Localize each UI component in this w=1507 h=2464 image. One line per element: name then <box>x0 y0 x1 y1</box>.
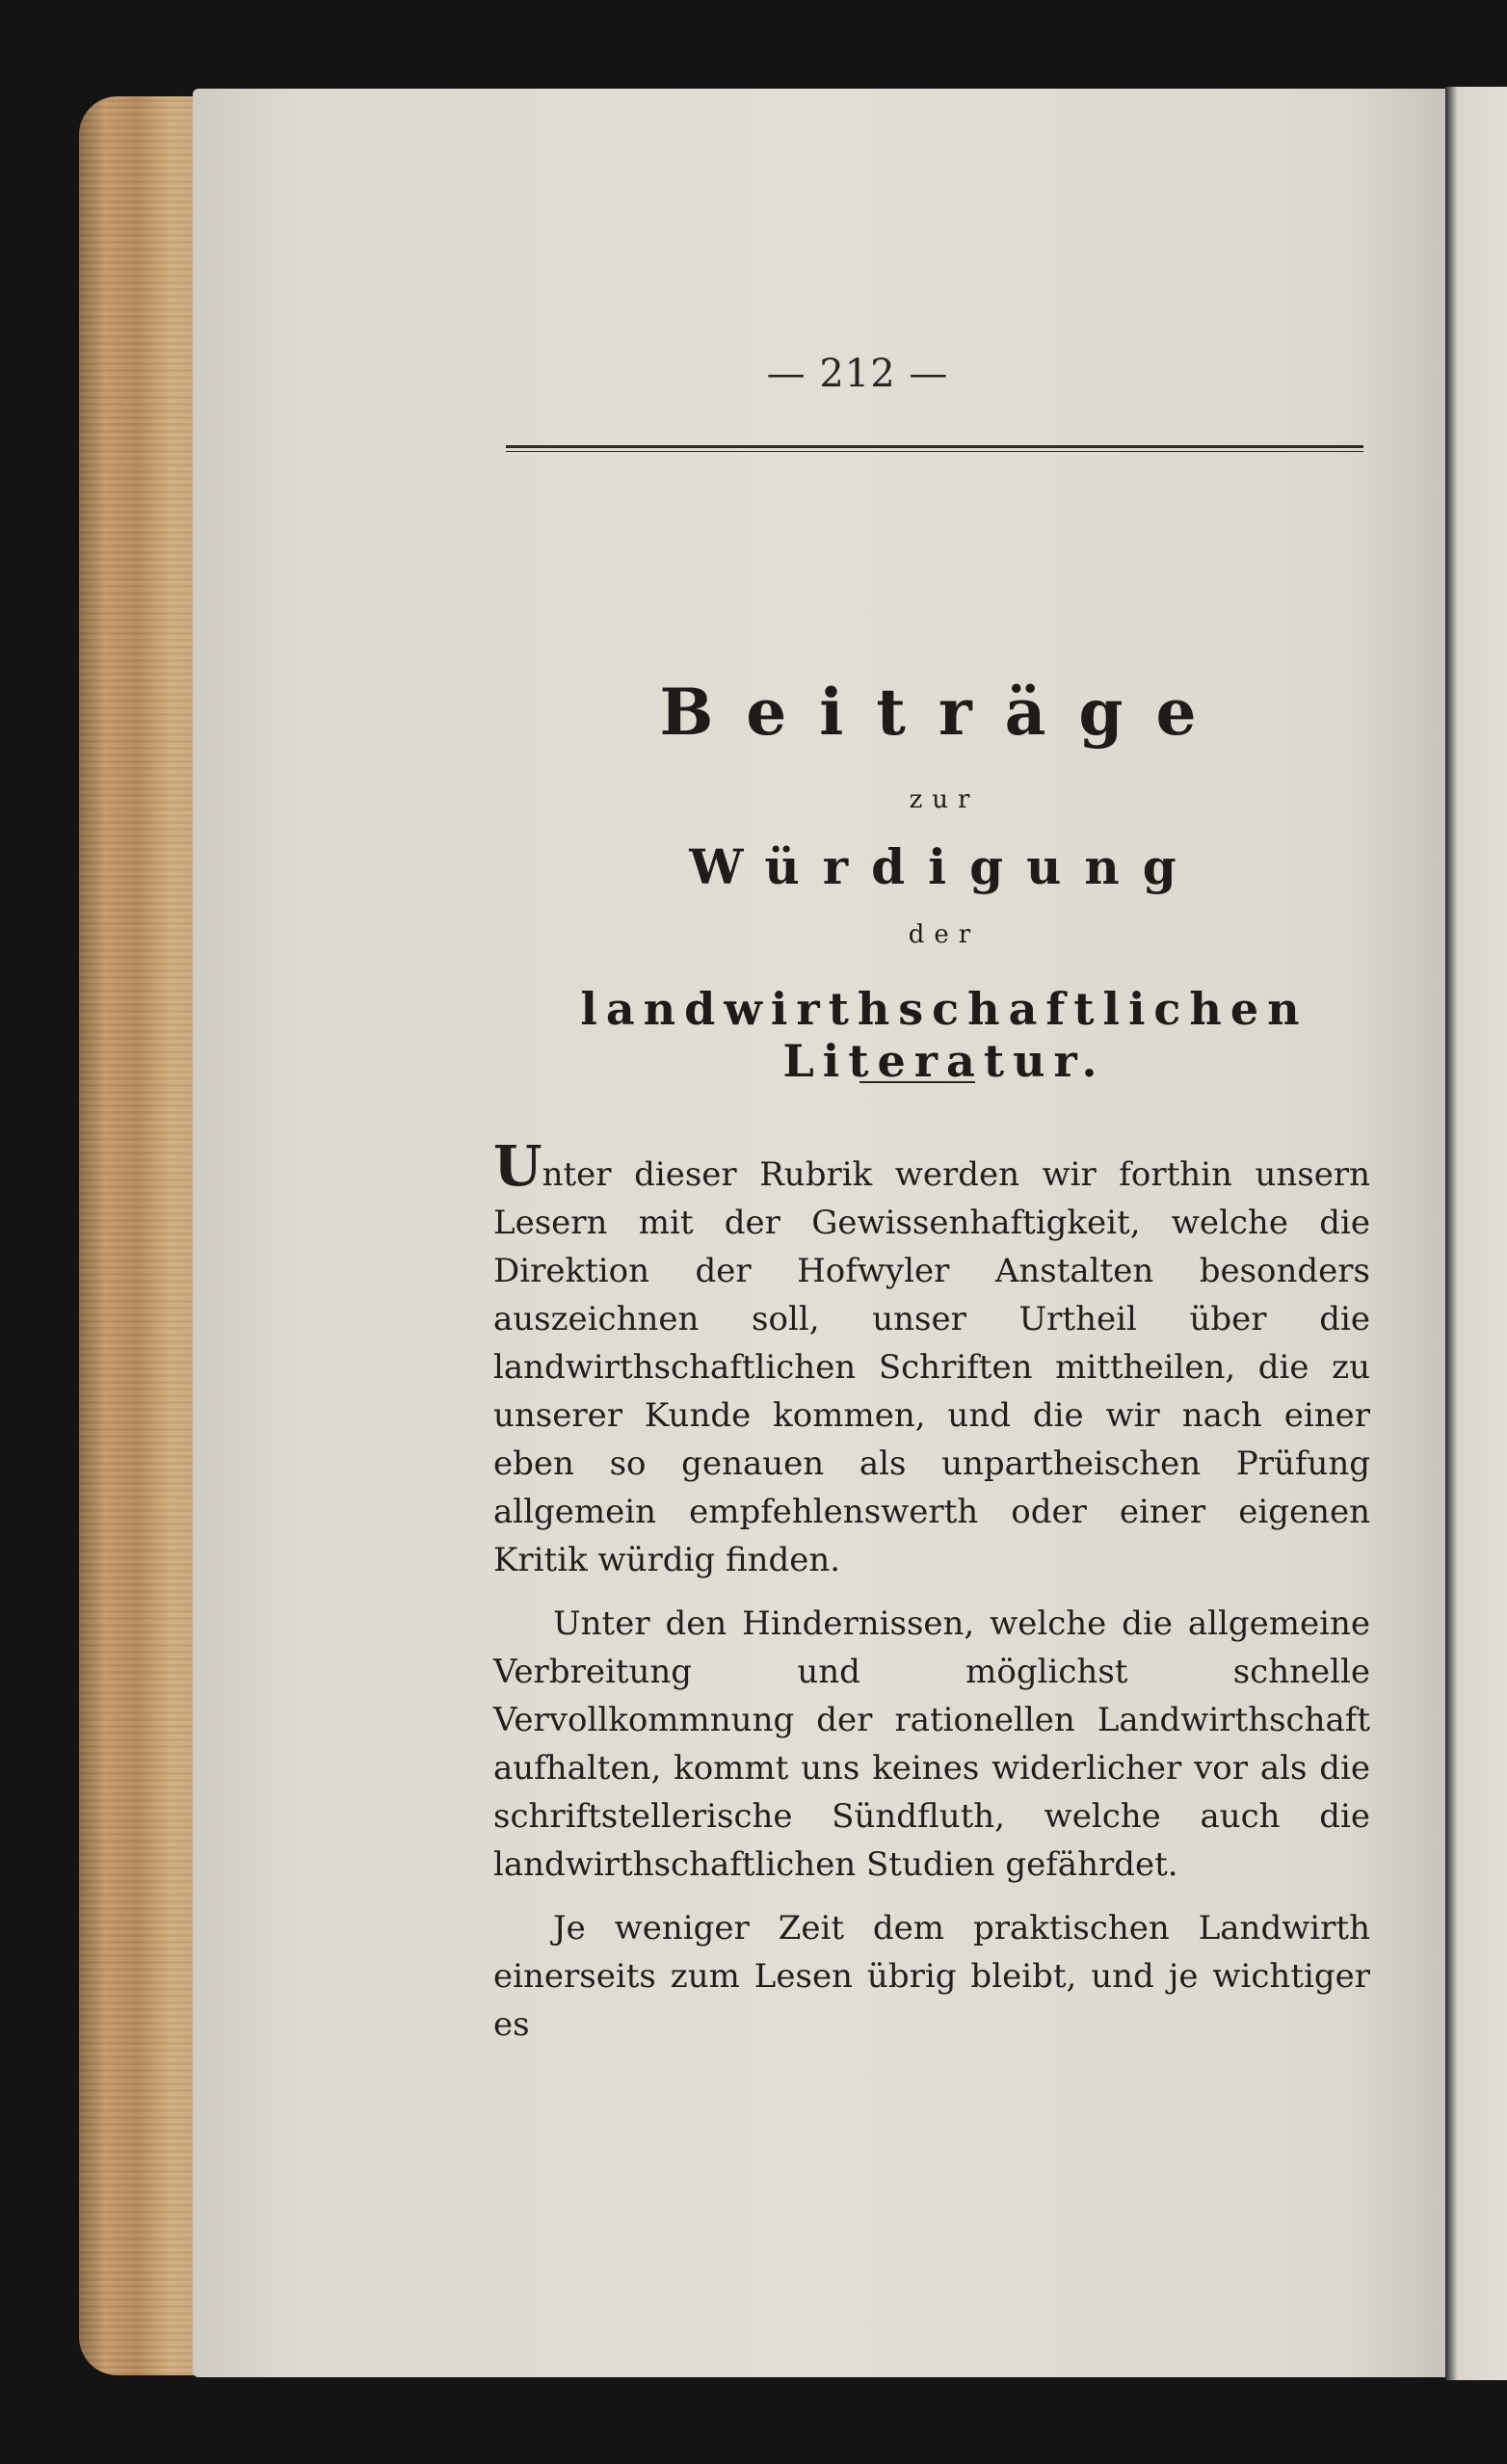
heading-line-4: der <box>908 920 981 949</box>
heading-line-1: Beiträge <box>659 675 1229 750</box>
section-divider <box>859 1081 975 1083</box>
paragraph-3: Je weniger Zeit dem praktischen Landwirth einerseits zum Lesen übrig bleibt, und je wichtiger es <box>493 1909 1370 2044</box>
heading-line-3: Würdigung <box>689 838 1200 895</box>
heading-line-2: zur <box>909 785 980 814</box>
page-number: — 212 — <box>766 352 949 396</box>
drop-cap: U <box>493 1133 542 1199</box>
header-rule <box>506 445 1363 452</box>
book-page-edges <box>79 96 209 2375</box>
paragraph-1-text: nter dieser Rubrik werden wir forthin unsern Lesern mit der Gewissenhaftigkeit, welche die Direktion der Hofwyler Anstalten besonders auszeichnen soll, unser Urtheil über die landwirthschaftlichen Schriften mittheilen, die zu unserer Kunde kommen, und die wir nach einer eben so genauen als unpartheischen Prüfung allgemein empfehlenswerth oder einer eigenen Kritik würdig finden. <box>493 1155 1370 1579</box>
adjacent-page <box>1445 87 1507 2380</box>
paragraph-2: Unter den Hindernissen, welche die allgemeine Verbreitung und möglichst schnelle Vervollkommnung der rationellen Landwirthschaft aufhalten, kommt uns keines widerlicher vor als die schriftstellerische Sündfluth, welche auch die landwirthschaftlichen Studien gefährdet. <box>493 1604 1370 1884</box>
heading-line-5: landwirthschaftlichen Literatur. <box>580 983 1309 1087</box>
body-text <box>493 1133 1370 2064</box>
paragraph-1 <box>493 1133 1370 1584</box>
